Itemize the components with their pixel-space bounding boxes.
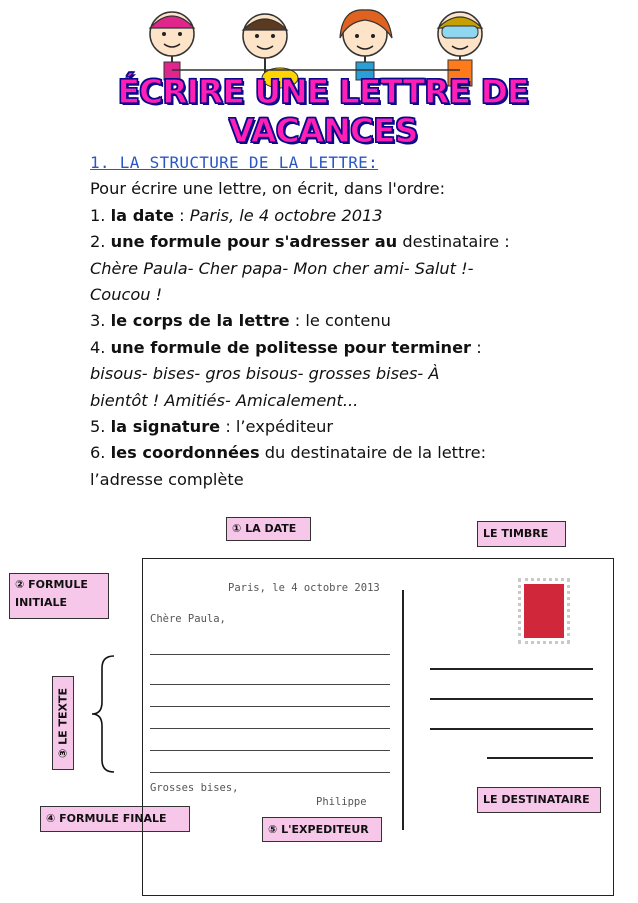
item-number: 5. <box>90 417 106 437</box>
item-example: bisous- bises- gros bisous- grosses bises- À <box>90 364 440 384</box>
label-date: ① LA DATE <box>226 517 311 541</box>
address-line <box>430 668 593 670</box>
structure-section <box>90 150 560 493</box>
item-rest: : l’expéditeur <box>220 417 334 437</box>
address-line <box>430 698 593 700</box>
writing-line <box>150 654 390 655</box>
label-text-rotated: ③ LE TEXTE <box>56 687 70 759</box>
item-term: une formule pour s'adresser au <box>110 232 398 252</box>
item-number: 1. <box>90 205 106 225</box>
page-title: ÉCRIRE UNE LETTRE DE VACANCES <box>117 72 529 150</box>
item-number: 6. <box>90 443 106 463</box>
item-number: 2. <box>90 232 106 252</box>
writing-line <box>150 684 390 685</box>
label-formule-initiale <box>9 573 109 619</box>
item-formule-politesse <box>90 335 560 361</box>
stamp <box>518 578 570 644</box>
writing-line <box>150 706 390 707</box>
curly-brace <box>88 654 118 774</box>
label-destinataire: LE DESTINATAIRE <box>477 787 601 813</box>
stamp-image <box>524 584 564 638</box>
item-term: la signature <box>110 417 221 437</box>
item-corps <box>90 308 560 334</box>
label-expediteur: ⑤ L'EXPEDITEUR <box>262 817 382 842</box>
postcard-divider <box>402 590 404 830</box>
intro-text: Pour écrire une lettre, on écrit, dans l'ordre: <box>90 179 446 199</box>
address-line <box>430 728 593 730</box>
item-formule-initiale <box>90 229 560 255</box>
item-separator: : <box>173 205 190 225</box>
item-example: Chère Paula- Cher papa- Mon cher ami- Salut !- <box>90 258 474 278</box>
writing-line <box>150 750 390 751</box>
label-line: ② FORMULE <box>15 578 88 591</box>
item-example: Coucou ! <box>90 285 163 305</box>
label-timbre: LE TIMBRE <box>477 521 566 547</box>
writing-line <box>150 772 390 773</box>
item-term: une formule de politesse pour terminer <box>110 337 472 357</box>
item-number: 4. <box>90 337 106 357</box>
item-date <box>90 203 560 229</box>
item-example: Paris, le 4 octobre 2013 <box>189 205 383 225</box>
item-rest: destinataire : <box>397 232 510 252</box>
item-rest: du destinataire de la lettre: <box>259 443 487 463</box>
item-rest: : le contenu <box>289 311 391 331</box>
postcard-date: Paris, le 4 octobre 2013 <box>228 582 380 594</box>
item-term: le corps de la lettre <box>110 311 290 331</box>
label-line: INITIALE <box>15 596 68 609</box>
item-signature <box>90 414 560 440</box>
label-formule-finale: ④ FORMULE FINALE <box>40 806 190 832</box>
section-heading: 1. LA STRUCTURE DE LA LETTRE: <box>90 153 379 172</box>
item-term: la date <box>110 205 174 225</box>
item-number: 3. <box>90 311 106 331</box>
address-line <box>487 757 593 759</box>
writing-line <box>150 728 390 729</box>
item-rest: : <box>471 337 482 357</box>
item-continuation: l’adresse complète <box>90 469 244 489</box>
postcard-greeting: Chère Paula, <box>150 613 226 625</box>
postcard-signature: Philippe <box>316 796 367 808</box>
item-coordonnees <box>90 440 560 466</box>
postcard-closing: Grosses bises, <box>150 782 239 794</box>
item-term: les coordonnées <box>110 443 260 463</box>
label-texte <box>52 676 74 770</box>
item-example: bientôt ! Amitiés- Amicalement... <box>90 390 359 410</box>
